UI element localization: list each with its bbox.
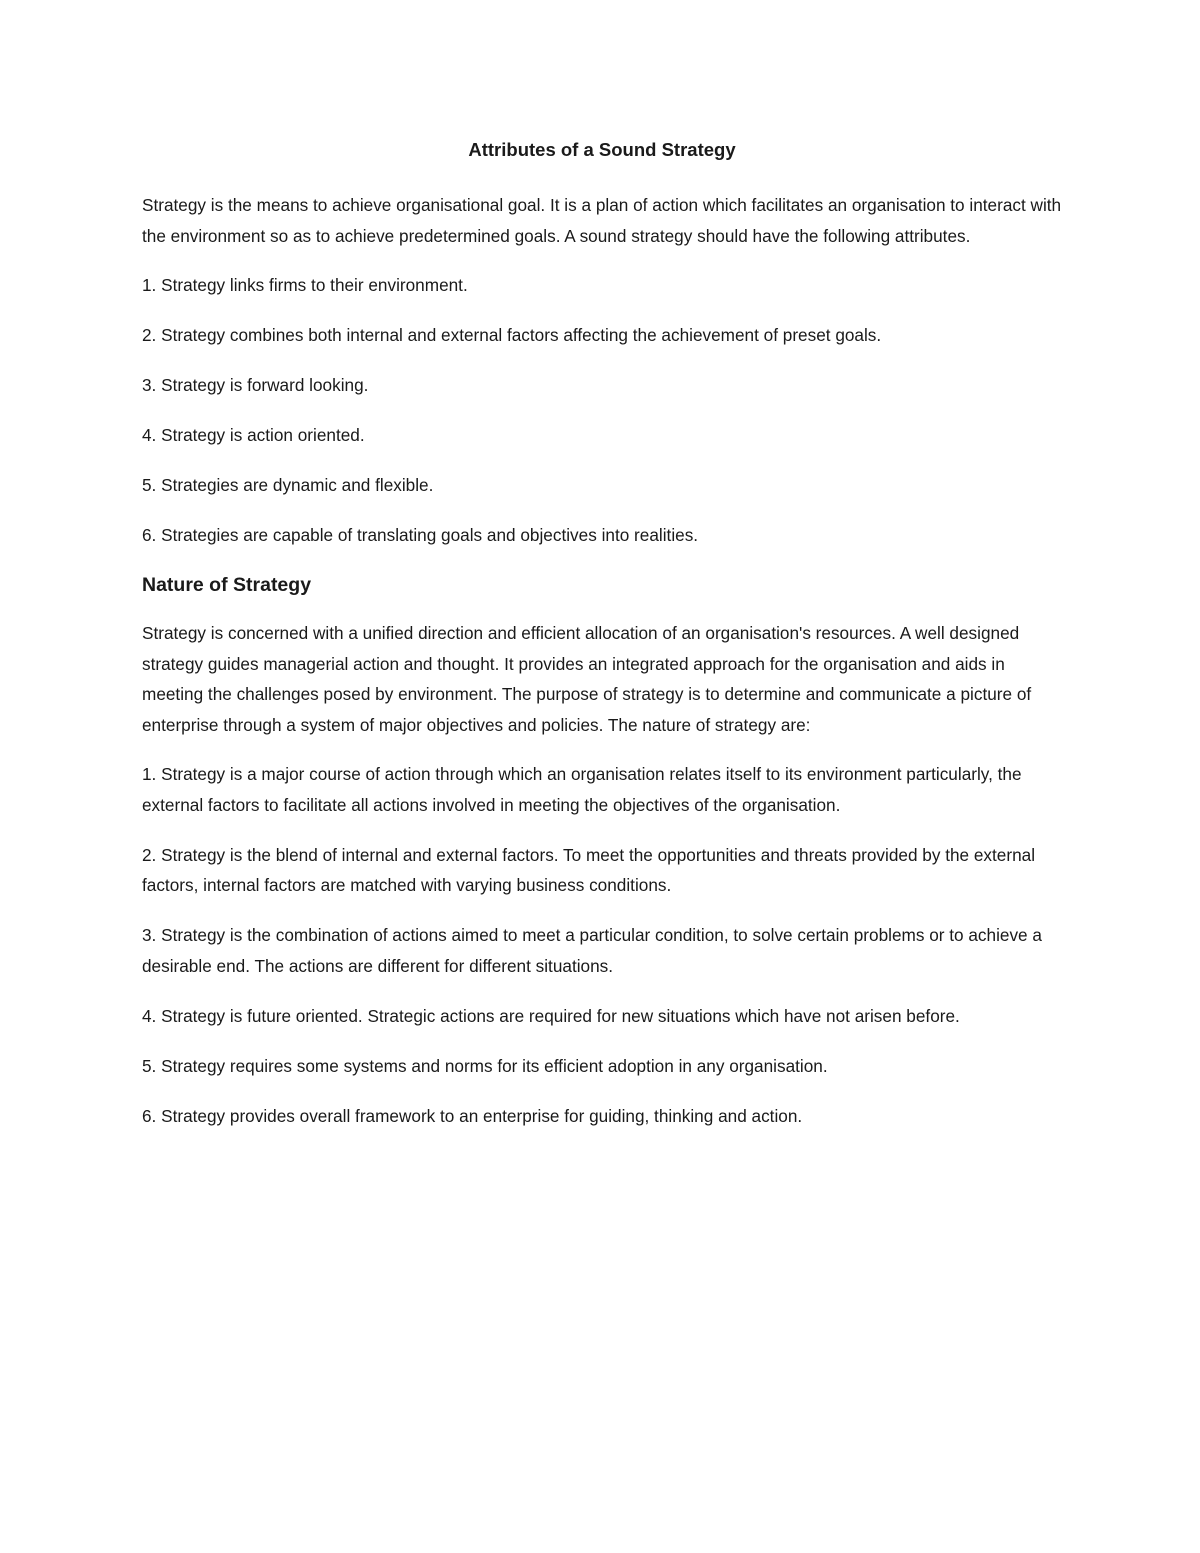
attribute-item-2: 2. Strategy combines both internal and external factors affecting the achievement of preset goals. bbox=[142, 325, 882, 345]
nature-item-6: 6. Strategy provides overall framework to an enterprise for guiding, thinking and action. bbox=[142, 1105, 803, 1126]
attribute-item-4: 4. Strategy is action oriented. bbox=[142, 425, 365, 445]
attribute-item-6: 6. Strategies are capable of translating goals and objectives into realities. bbox=[142, 525, 699, 545]
document-title: Attributes of a Sound Strategy bbox=[468, 139, 736, 160]
nature-heading: Nature of Strategy bbox=[142, 574, 312, 596]
nature-item-1: 1. Strategy is a major course of action through which an organisation relates itself to its environment particularly, the external factors to facilitate all actions involved in meeting the objectives of the organisation. bbox=[142, 764, 1022, 815]
attribute-item-3: 3. Strategy is forward looking. bbox=[142, 375, 369, 395]
attribute-item-5: 5. Strategies are dynamic and flexible. bbox=[142, 475, 434, 495]
nature-intro-paragraph: Strategy is concerned with a unified direction and efficient allocation of an organisation's resources. A well designed strategy guides managerial action and thought. It provides an integrated approach for the organisation and aids in meeting the challenges posed by environment. The purpose of strategy is to determine and communicate a picture of enterprise through a system of major objectives and policies. The nature of strategy are: bbox=[142, 623, 1032, 735]
document-page bbox=[142, 138, 1062, 1151]
nature-item-2: 2. Strategy is the blend of internal and external factors. To meet the opportunities and threats provided by the external factors, internal factors are matched with varying business conditions. bbox=[142, 844, 1036, 895]
nature-item-4: 4. Strategy is future oriented. Strategic actions are required for new situations which have not arisen before. bbox=[142, 1005, 960, 1026]
nature-item-5: 5. Strategy requires some systems and norms for its efficient adoption in any organisation. bbox=[142, 1055, 828, 1076]
intro-paragraph: Strategy is the means to achieve organisational goal. It is a plan of action which facilitates an organisation to interact with the environment so as to achieve predetermined goals. A sound strategy should have the following attributes. bbox=[142, 195, 1062, 246]
attribute-item-1: 1. Strategy links firms to their environment. bbox=[142, 275, 468, 295]
nature-item-3: 3. Strategy is the combination of actions aimed to meet a particular condition, to solve certain problems or to achieve a desirable end. The actions are different for different situations. bbox=[142, 925, 1042, 976]
